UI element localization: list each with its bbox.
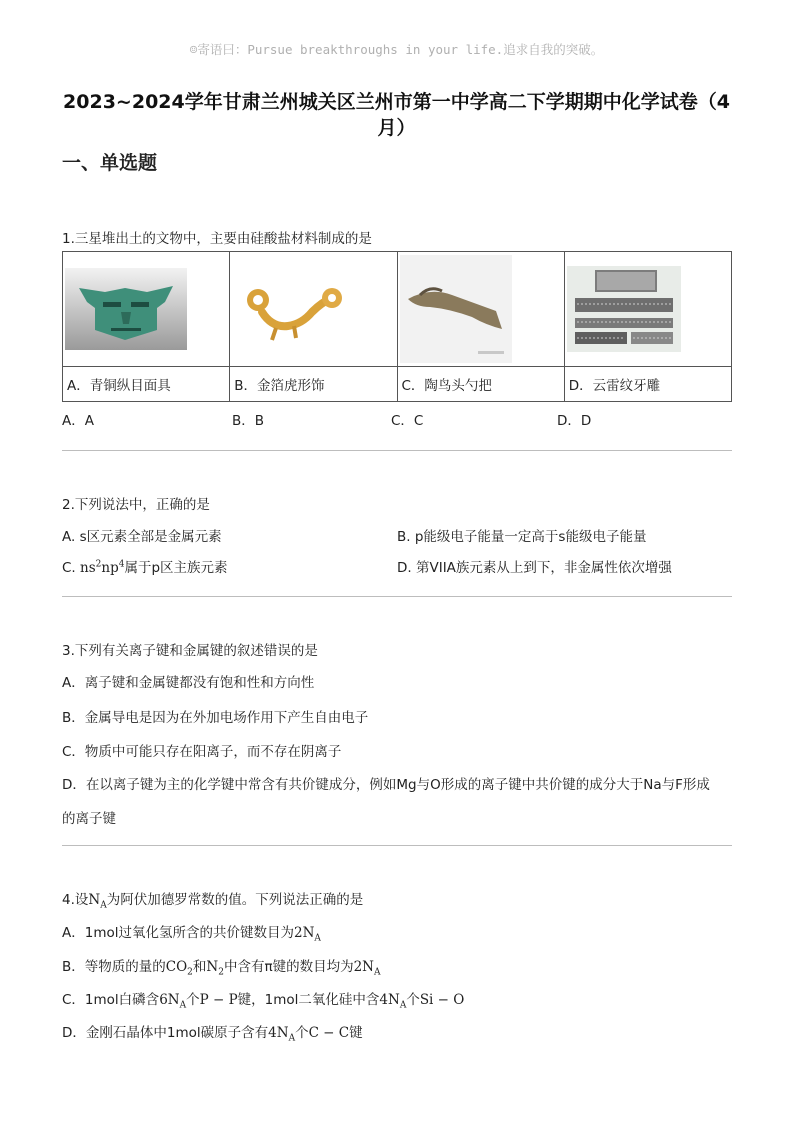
q1-option-b[interactable]: B．B: [232, 413, 265, 429]
title-line-1: 2023~2024学年甘肃兰州城关区兰州市第一中学高二下学期期中化学试卷（4: [63, 91, 730, 113]
pottery-bird-ladle-image: [400, 255, 512, 363]
q2-option-d[interactable]: D. 第VIIA族元素从上到下，非金属性依次增强: [397, 560, 672, 576]
q3-option-a[interactable]: A．离子键和金属键都没有饱和性和方向性: [62, 675, 315, 691]
q3-option-b[interactable]: B．金属导电是因为在外加电场作用下产生自由电子: [62, 710, 369, 726]
q4-option-b[interactable]: B．等物质的量的$CO_2$和$N_2$中含有π键的数目均为$2N_A$: [62, 959, 381, 978]
gold-tiger-image: [232, 268, 354, 350]
divider: [62, 450, 732, 451]
q2-option-a[interactable]: A. s区元素全部是金属元素: [62, 529, 222, 545]
page-title: [50, 89, 743, 141]
q4-stem: 4.设$N_A$为阿伏加德罗常数的值。下列说法正确的是: [62, 892, 364, 911]
q1-image-cell-d: [564, 252, 731, 367]
q1-stem: 1.三星堆出土的文物中，主要由硅酸盐材料制成的是: [62, 231, 372, 247]
q3-option-c[interactable]: C．物质中可能只存在阳离子，而不存在阴离子: [62, 744, 342, 760]
q4-option-c[interactable]: C．1mol白磷含$6N_A$个P − P键，1mol二氧化硅中含$4N_A$个Si − O: [62, 992, 465, 1011]
q1-caption-c: C．陶鸟头勺把: [397, 367, 564, 402]
divider: [62, 596, 732, 597]
q1-caption-d: D．云雷纹牙雕: [564, 367, 731, 402]
title-line-2: 月）: [377, 117, 416, 139]
q1-caption-a: A．青铜纵目面具: [63, 367, 230, 402]
q1-option-d[interactable]: D．D: [557, 413, 592, 429]
q1-image-cell-a: [63, 252, 230, 367]
q2-option-c[interactable]: C. $ns^2np^4$属于p区主族元素: [62, 559, 228, 576]
section-heading: 一、单选题: [62, 152, 158, 174]
q3-stem: 3.下列有关离子键和金属键的叙述错误的是: [62, 643, 318, 659]
divider: [62, 845, 732, 846]
q1-image-cell-b: [230, 252, 397, 367]
q1-image-table: [62, 251, 732, 402]
q2-option-b[interactable]: B. p能级电子能量一定高于s能级电子能量: [397, 529, 647, 545]
ivory-carving-image: [567, 266, 681, 352]
q1-option-a[interactable]: A．A: [62, 413, 94, 429]
q4-option-a[interactable]: A．1mol过氧化氢所含的共价键数目为$2N_A$: [62, 925, 321, 944]
q4-option-d[interactable]: D．金刚石晶体中1mol碳原子含有$4N_A$个C − C键: [62, 1025, 363, 1044]
q3-option-d[interactable]: D．在以离子键为主的化学键中常含有共价键成分，例如Mg与O形成的离子键中共价键的成分大于Na与F形成 的离子键: [62, 777, 710, 827]
q1-caption-b: B．金箔虎形饰: [230, 367, 397, 402]
q2-stem: 2.下列说法中，正确的是: [62, 497, 210, 513]
q1-image-cell-c: [397, 252, 564, 367]
q1-option-c[interactable]: C．C: [391, 413, 424, 429]
bronze-mask-image: [65, 268, 187, 350]
page-motto: ☺寄语曰：Pursue breakthroughs in your life.追求自我的突破。: [189, 42, 604, 57]
